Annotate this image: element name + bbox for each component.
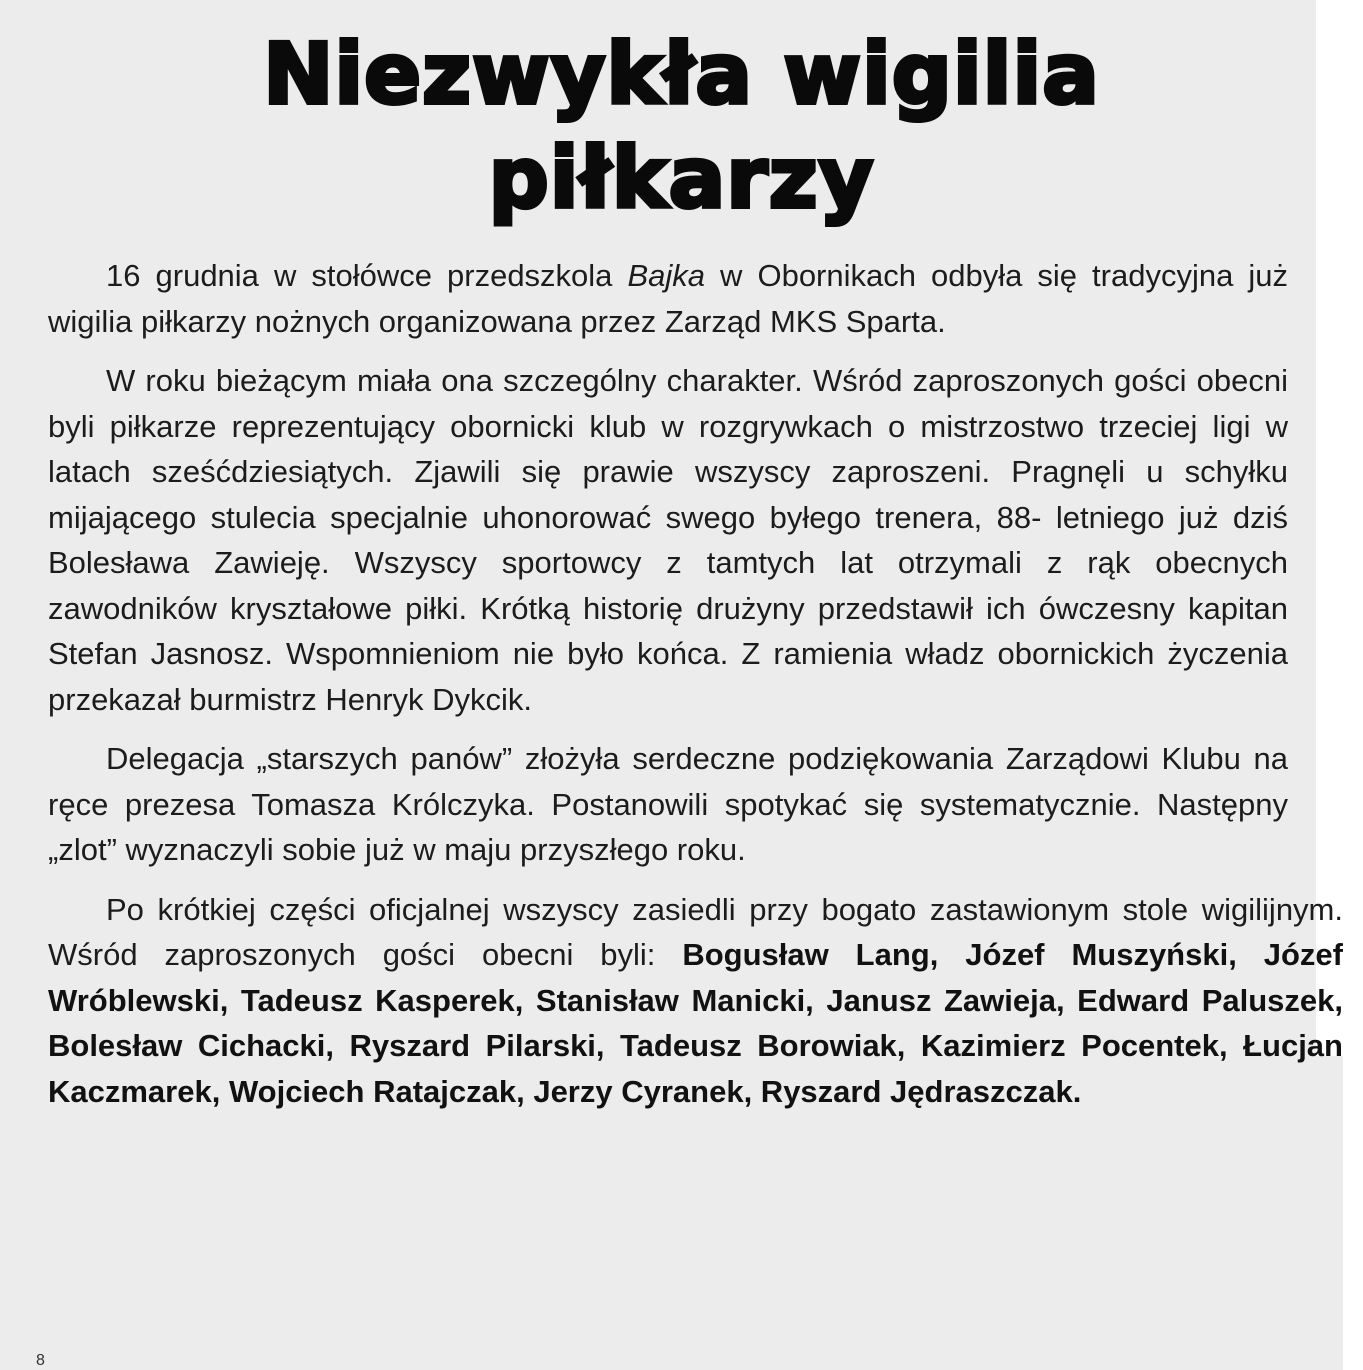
- paragraph-1: [48, 253, 1288, 344]
- paragraph-2: W roku bieżącym miała ona szczególny charakter. Wśród zaproszonych gości obecni byli piłkarze reprezentujący obornicki klub w rozgrywkach o mistrzostwo trzeciej ligi w latach sześćdziesiątych. Zjawili się prawie wszyscy zaproszeni. Pragnęli u schyłku mijającego stulecia specjalnie uhonorować swego byłego trenera, 88- letniego już dziś Bolesława Zawieję. Wszyscy sportowcy z tamtych lat otrzymali z rąk obecnych zawodników kryształowe piłki. Krótką historię drużyny przedstawił ich ówczesny kapitan Stefan Jasnosz. Wspomnieniom nie było końca. Z ramienia władz obornickich życzenia przekazał burmistrz Henryk Dykcik.: [48, 363, 1288, 717]
- headline-line-1: Niezwykła wigilia: [263, 25, 1100, 123]
- paragraph-3: Delegacja „starszych panów” złożyła serdeczne podziękowania Zarządowi Klubu na ręce prezesa Tomasza Królczyka. Postanowili spotykać się systematycznie. Następny „zlot” wyznaczyli sobie już w maju przyszłego roku.: [48, 741, 1288, 867]
- page-number: 8: [36, 1352, 45, 1369]
- kindergarten-name: Bajka: [627, 258, 706, 293]
- paragraph-4-text: Po krótkiej części oficjalnej wszyscy zasiedli przy bogato zastawionym stole wigilijnym. Wśród zaproszonych gości obecni byli:: [48, 891, 1343, 972]
- article-headline: [0, 22, 1363, 230]
- paragraph-1-text-before: 16 grudnia w stołówce przedszkola: [106, 258, 628, 293]
- guest-names-list: Bogusław Lang, Józef Muszyński, Józef Wróblewski, Tadeusz Kasperek, Stanisław Manicki, Janusz Zawieja, Edward Paluszek, Bolesław Cichacki, Ryszard Pilarski, Tadeusz Borowiak, Kazimierz Pocentek, Łucjan Kaczmarek, Wojciech Ratajczak, Jerzy Cyranek, Ryszard Jędraszczak.: [48, 937, 1343, 1109]
- article-body: [48, 253, 1343, 1128]
- scan-edge-lower: [1343, 1056, 1363, 1370]
- headline-line-2: piłkarzy: [488, 129, 875, 227]
- paragraph-1-text-after: w Obornikach odbyła się tradycyjna już wigilia piłkarzy nożnych organizowana przez Zarząd MKS Sparta.: [48, 258, 1289, 339]
- paragraph-4: [48, 887, 1343, 1115]
